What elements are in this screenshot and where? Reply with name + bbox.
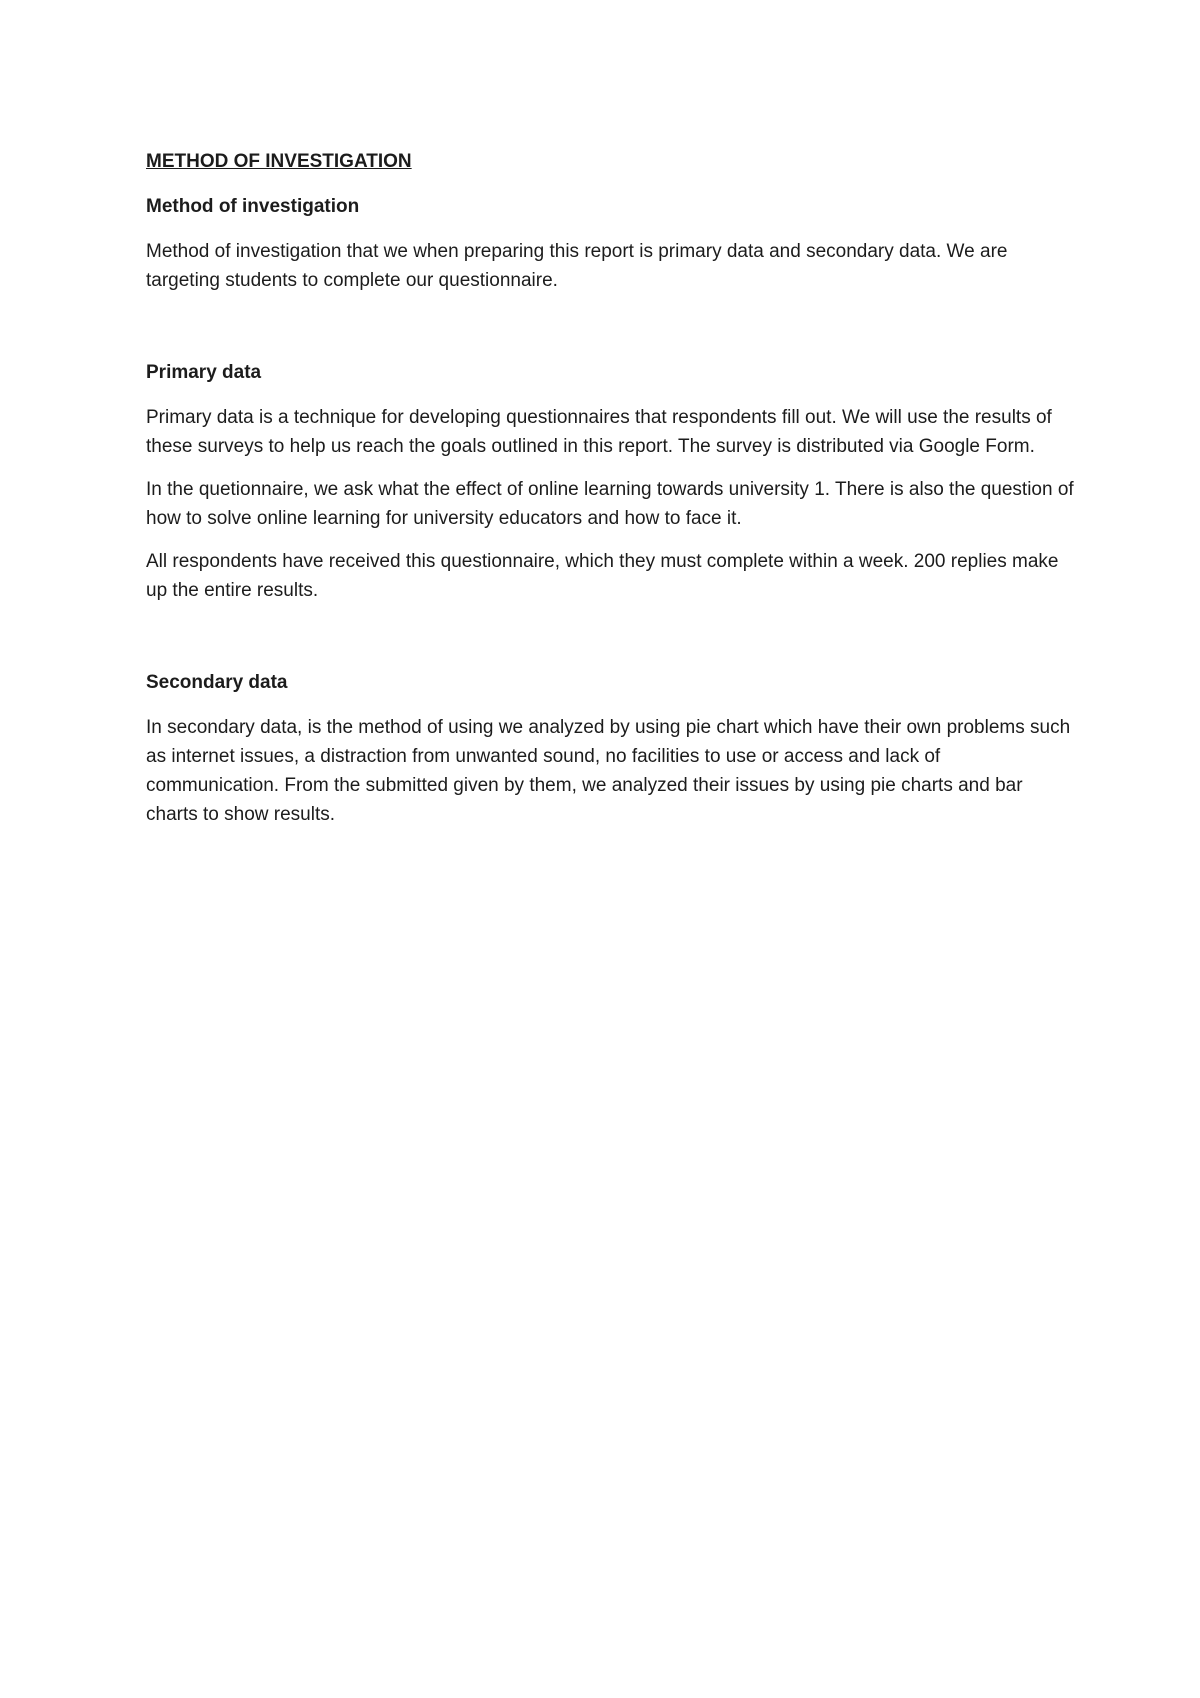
section-heading: Primary data (146, 362, 262, 383)
document-body (146, 147, 1076, 843)
section-paragraph: In secondary data, is the method of using we analyzed by using pie chart which have their own problems such as internet issues, a distraction from unwanted sound, no facilities to use or access and lack of communication. From the submitted given by them, we analyzed their issues by using pie charts and bar charts to show results. (146, 717, 1071, 825)
document-title: METHOD OF INVESTIGATION (146, 151, 412, 172)
section-spacer (146, 309, 1076, 358)
section-heading: Method of investigation (146, 196, 360, 217)
section-primary-data (146, 358, 1076, 605)
section-spacer (146, 619, 1076, 668)
section-paragraph: Primary data is a technique for developing questionnaires that respondents fill out. We will use the results of these surveys to help us reach the goals outlined in this report. The survey is distributed via Google Form. (146, 407, 1052, 457)
section-paragraph: All respondents have received this questionnaire, which they must complete within a week. 200 replies make up the entire results. (146, 551, 1059, 601)
section-paragraph: Method of investigation that we when preparing this report is primary data and secondary data. We are targeting students to complete our questionnaire. (146, 241, 1008, 291)
section-method-of-investigation (146, 192, 1076, 295)
section-paragraph: In the quetionnaire, we ask what the effect of online learning towards university 1. There is also the question of how to solve online learning for university educators and how to face it. (146, 479, 1074, 529)
section-heading: Secondary data (146, 672, 288, 693)
section-secondary-data (146, 668, 1076, 829)
